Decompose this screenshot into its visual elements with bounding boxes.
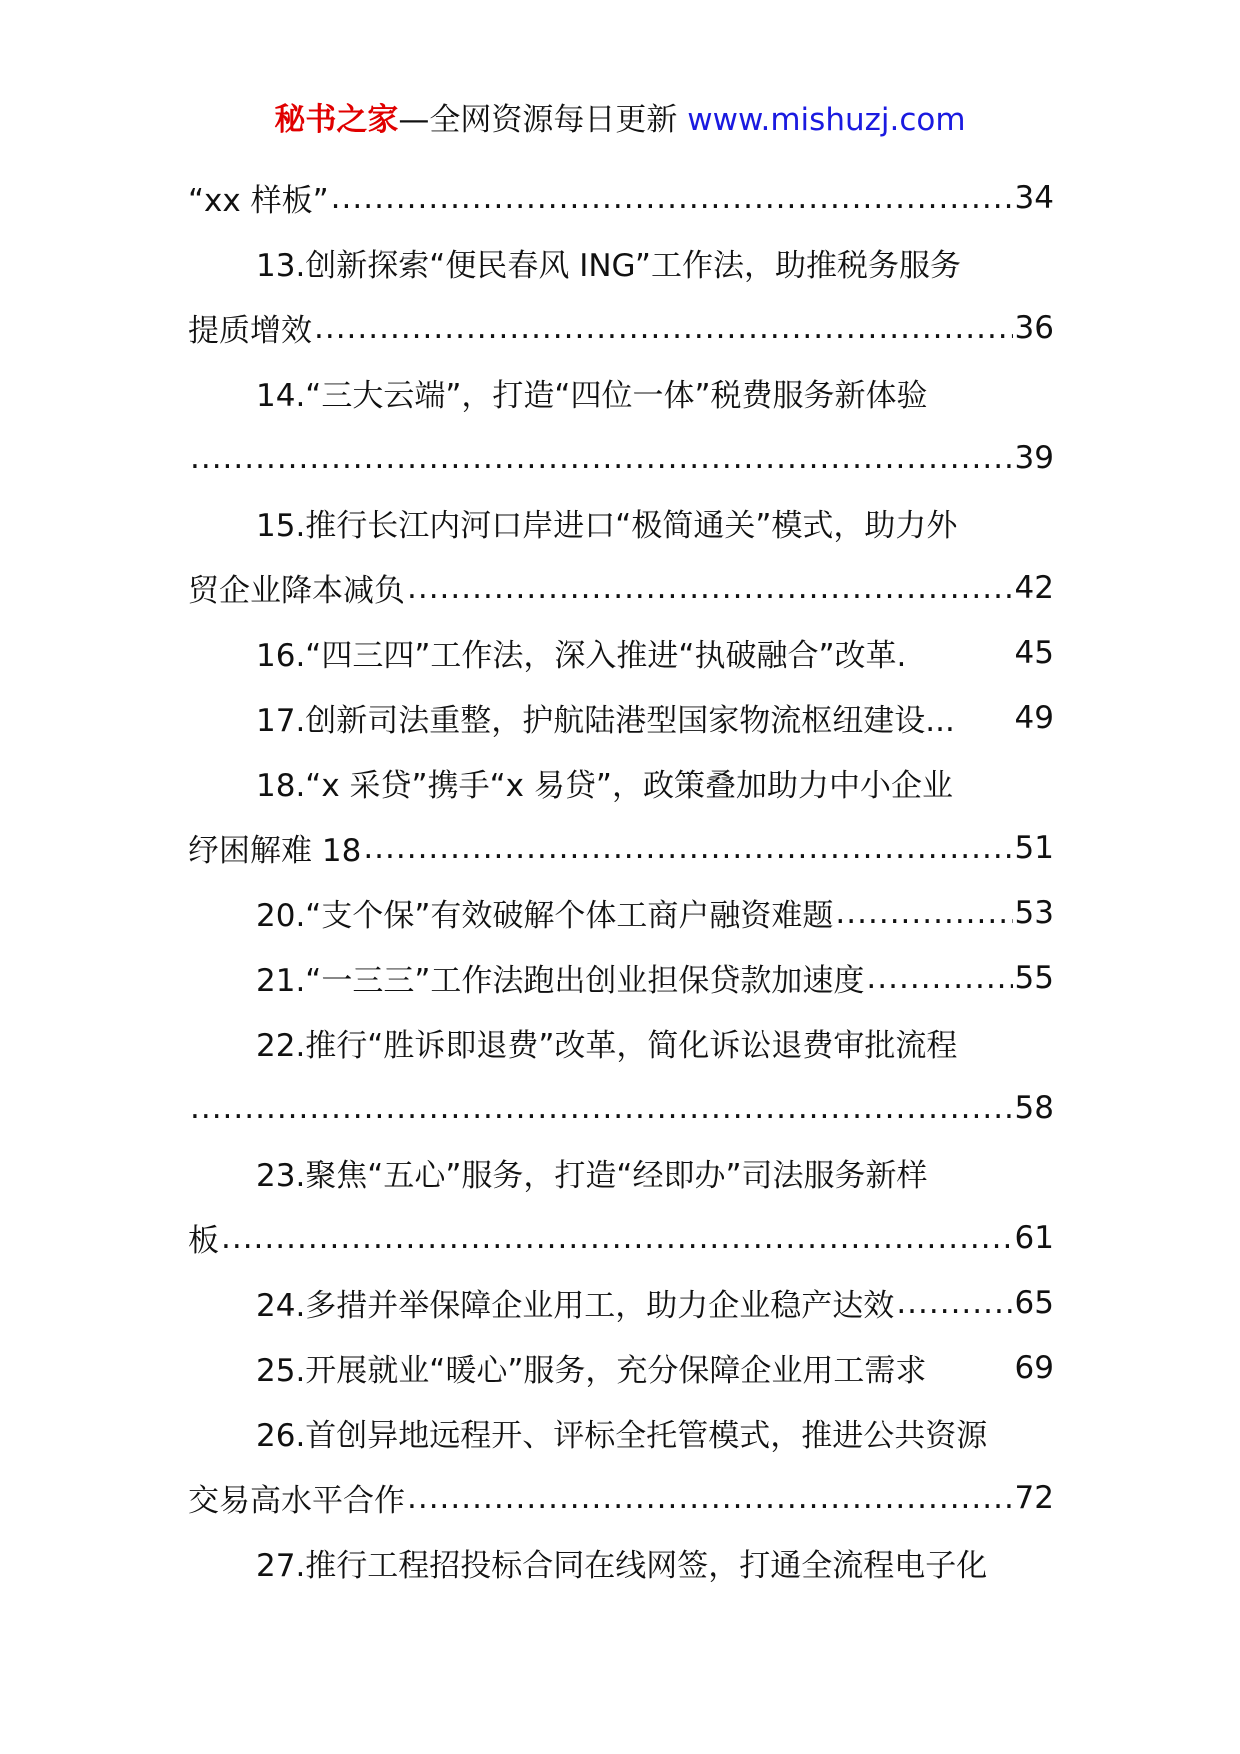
toc-entry-title: 23.聚焦“五心”服务，打造“经即办”司法服务新样	[256, 1158, 928, 1194]
toc-entry-title: 17.创新司法重整，护航陆港型国家物流枢纽建设...	[256, 703, 955, 739]
toc-entry-title: “xx 样板”	[188, 183, 329, 219]
toc-entry-line	[188, 1465, 1054, 1530]
toc-page-number: 36	[1014, 309, 1054, 346]
toc-entry-title: 20.“支个保”有效破解个体工商户融资难题	[256, 898, 834, 934]
dot-leader	[407, 570, 1013, 606]
dot-leader	[896, 1285, 1012, 1321]
website-link[interactable]: www.mishuzj.com	[687, 102, 966, 138]
toc-entry-title: 21.“一三三”工作法跑出创业担保贷款加速度	[256, 963, 865, 999]
dot-leader	[221, 1220, 1013, 1256]
toc-page-number: 65	[1014, 1284, 1054, 1321]
header-tagline: —全网资源每日更新	[398, 102, 678, 138]
toc-page-number: 39	[1014, 439, 1054, 476]
toc-entry-line	[188, 880, 1054, 945]
dot-leader	[190, 1090, 1013, 1126]
toc-entry-title: 25.开展就业“暖心”服务，充分保障企业用工需求	[256, 1353, 927, 1389]
toc-entry-line	[188, 295, 1054, 360]
toc-entry-line	[188, 555, 1054, 620]
toc-entry-line	[188, 490, 1054, 555]
toc-entry-title: 14.“三大云端”，打造“四位一体”税费服务新体验	[256, 378, 928, 414]
toc-page-number: 49	[1014, 699, 1054, 736]
toc-entry-line	[188, 685, 1054, 750]
toc-entry-line	[188, 1010, 1054, 1075]
dot-leader	[835, 895, 1012, 931]
toc-entry-line	[188, 425, 1054, 490]
toc-entry-line	[188, 165, 1054, 230]
toc-page-number: 51	[1014, 829, 1054, 866]
toc-entry-line	[188, 815, 1054, 880]
dot-leader	[314, 310, 1013, 346]
toc-page-number: 58	[1014, 1089, 1054, 1126]
toc-entry-line	[188, 1400, 1054, 1465]
toc-page-number: 53	[1014, 894, 1054, 931]
toc-entry-line	[188, 750, 1054, 815]
toc-page-number: 61	[1014, 1219, 1054, 1256]
toc-entry-title: 22.推行“胜诉即退费”改革，简化诉讼退费审批流程	[256, 1028, 958, 1064]
toc-entry-title: 贸企业降本减负	[188, 573, 405, 609]
dot-leader	[866, 960, 1012, 996]
toc-page-number: 34	[1014, 179, 1054, 216]
toc-page-number: 69	[1014, 1349, 1054, 1386]
toc-page-number: 45	[1014, 634, 1054, 671]
table-of-contents	[188, 165, 1054, 1595]
dot-leader	[190, 440, 1013, 476]
toc-entry-line	[188, 1205, 1054, 1270]
toc-entry-title: 提质增效	[188, 313, 312, 349]
toc-entry-title: 纾困解难 18	[188, 833, 362, 869]
page-header	[0, 98, 1240, 142]
toc-entry-title: 交易高水平合作	[188, 1483, 405, 1519]
toc-entry-title: 板	[188, 1223, 219, 1259]
toc-entry-title: 18.“x 采贷”携手“x 易贷”，政策叠加助力中小企业	[256, 768, 953, 804]
toc-entry-line	[188, 1075, 1054, 1140]
dot-leader	[407, 1480, 1013, 1516]
brand-name: 秘书之家	[274, 102, 399, 138]
toc-page-number: 72	[1014, 1479, 1054, 1516]
toc-entry-title: 27.推行工程招投标合同在线网签，打通全流程电子化	[256, 1548, 988, 1584]
toc-entry-line	[188, 230, 1054, 295]
toc-entry-line	[188, 1140, 1054, 1205]
toc-entry-line	[188, 620, 1054, 685]
toc-entry-line	[188, 360, 1054, 425]
toc-entry-line	[188, 1335, 1054, 1400]
toc-entry-title: 16.“四三四”工作法，深入推进“执破融合”改革.	[256, 638, 907, 674]
dot-leader	[363, 830, 1012, 866]
toc-entry-line	[188, 1270, 1054, 1335]
toc-entry-title: 13.创新探索“便民春风 ING”工作法，助推税务服务	[256, 248, 961, 284]
dot-leader	[331, 180, 1013, 216]
toc-entry-title: 24.多措并举保障企业用工，助力企业稳产达效	[256, 1288, 895, 1324]
toc-entry-line	[188, 1530, 1054, 1595]
toc-entry-line	[188, 945, 1054, 1010]
toc-page-number: 42	[1014, 569, 1054, 606]
toc-entry-title: 26.首创异地远程开、评标全托管模式，推进公共资源	[256, 1418, 988, 1454]
toc-page-number: 55	[1014, 959, 1054, 996]
toc-entry-title: 15.推行长江内河口岸进口“极简通关”模式，助力外	[256, 508, 958, 544]
